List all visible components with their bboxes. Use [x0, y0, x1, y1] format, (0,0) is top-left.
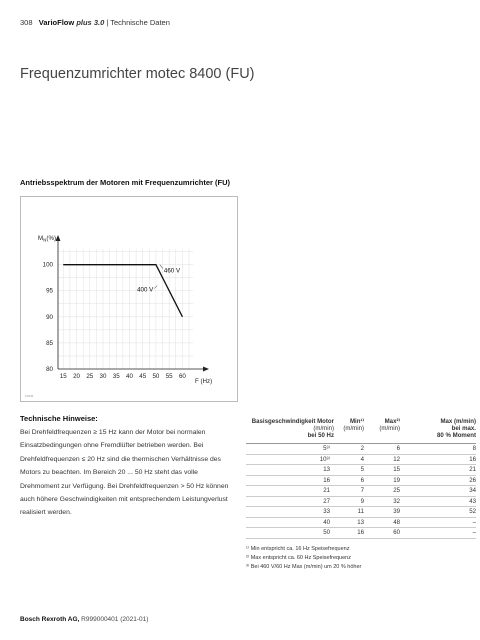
- table-cell: 34: [400, 486, 476, 497]
- brand-version: plus 3.0: [76, 18, 105, 27]
- table-cell: 39: [364, 507, 400, 518]
- table-row: [246, 486, 476, 497]
- table-cell: –: [400, 528, 476, 539]
- table-cell: 13: [246, 465, 334, 476]
- footer-company: Bosch Rexroth AG,: [20, 616, 80, 623]
- speed-table: [246, 418, 476, 539]
- annotation-400v: 400 V: [137, 286, 154, 294]
- y-axis-arrow: [56, 235, 61, 241]
- y-tick-label: 95: [46, 287, 53, 295]
- x-tick-label: 35: [112, 373, 120, 380]
- table-cell: 5: [334, 465, 364, 476]
- table-cell: 60: [364, 528, 400, 539]
- table-cell: 48: [364, 517, 400, 528]
- x-tick-label: 40: [126, 373, 133, 380]
- figure-code: 10545: [25, 394, 34, 398]
- x-tick-label: 60: [178, 373, 186, 380]
- table-cell: 27: [246, 496, 334, 507]
- table-cell: 32: [364, 496, 400, 507]
- table-cell: 52: [400, 507, 476, 518]
- table-cell: 8: [400, 444, 476, 455]
- table-cell: 21: [246, 486, 334, 497]
- table-cell: 15: [364, 465, 400, 476]
- x-tick-label: 15: [59, 373, 67, 380]
- header-base-speed: Basisgeschwindigkeit Motor (m/min) bei 50 Hz: [246, 418, 334, 444]
- table-cell: 33: [246, 507, 334, 518]
- brand-name: VarioFlow: [38, 18, 75, 27]
- notes-heading: Technische Hinweise:: [20, 414, 98, 423]
- x-axis-label: F (Hz): [195, 378, 213, 385]
- table-row: [246, 454, 476, 465]
- header-max: Max²⁾ (m/min): [364, 418, 400, 444]
- chart-frame: [20, 196, 238, 402]
- table-header-row: [246, 418, 476, 444]
- table-row: [246, 475, 476, 486]
- table-cell: –: [400, 517, 476, 528]
- table-row: [246, 496, 476, 507]
- footnote-3: ³⁾ Bei 460 V/60 Hz Max (m/min) um 20 % höher: [246, 564, 362, 570]
- annotation-460v: 460 V: [163, 267, 181, 275]
- x-tick-label: 55: [165, 373, 173, 380]
- x-tick-label: 30: [99, 373, 107, 380]
- table-cell: 19: [364, 475, 400, 486]
- footer-doc-number: R999000401 (2021-01): [81, 616, 149, 623]
- table-row: [246, 465, 476, 476]
- x-tick-label: 50: [152, 373, 160, 380]
- table-cell: 16: [246, 475, 334, 486]
- table-cell: 13: [334, 517, 364, 528]
- notes-text: Bei Drehfeldfrequenzen ≥ 15 Hz kann der Motor bei normalen Einsatzbedingungen ohne Fremdlüfter betrieben werden. Bei Drehfeldfrequenzen ≤ 20 Hz sind die thermischen Verhältnisse des Motors zu beachten. Im Bereich 20 ... 50 Hz steht das volle Drehmoment zur Verfügung. Bei Drehfeldfrequenzen > 50 Hz können auch höhere Geschwindigkeiten mit entsprechendem Leistungverlust realisiert werden.: [20, 429, 229, 517]
- header-max-80: Max (m/min) bei max. 80 % Moment: [400, 418, 476, 444]
- table-cell: 16: [400, 454, 476, 465]
- table-cell: 7: [334, 486, 364, 497]
- table-row: [246, 528, 476, 539]
- table-cell: 21: [400, 465, 476, 476]
- table-cell: 6: [364, 444, 400, 455]
- page-footer: [20, 616, 148, 623]
- page-number: 308: [20, 18, 33, 27]
- table-cell: 9: [334, 496, 364, 507]
- table-row: [246, 444, 476, 455]
- header-min: Min¹⁾ (m/min): [334, 418, 364, 444]
- torque-chart: [21, 197, 237, 401]
- table-cell: 26: [400, 475, 476, 486]
- x-tick-label: 20: [73, 373, 80, 380]
- table-cell: 6: [334, 475, 364, 486]
- table-cell: 43: [400, 496, 476, 507]
- table-cell: 11: [334, 507, 364, 518]
- x-axis-arrow: [203, 367, 209, 372]
- table-cell: 4: [334, 454, 364, 465]
- y-tick-label: 80: [46, 366, 53, 373]
- y-tick-label: 90: [46, 313, 53, 321]
- page-title: Frequenzumrichter motec 8400 (FU): [20, 66, 255, 82]
- table-cell: 16: [334, 528, 364, 539]
- section-name: Technische Daten: [110, 18, 170, 27]
- table-cell: 40: [246, 517, 334, 528]
- y-axis-label: $M_N(\%)$: [38, 235, 57, 243]
- table-cell: 50: [246, 528, 334, 539]
- table-cell: 5³⁾: [246, 444, 334, 455]
- table-cell: 25: [364, 486, 400, 497]
- table-cell: 12: [364, 454, 400, 465]
- table-cell: 10³⁾: [246, 454, 334, 465]
- footnote-1: ¹⁾ Min entspricht ca. 16 Hz Speisefrequenz: [246, 546, 350, 552]
- header-separator: |: [106, 18, 109, 27]
- y-tick-label: 100: [42, 261, 53, 269]
- x-tick-label: 45: [139, 373, 147, 380]
- table-row: [246, 507, 476, 518]
- page-header: [20, 18, 170, 27]
- footnote-2: ²⁾ Max entspricht ca. 60 Hz Speisefrequenz: [246, 555, 351, 561]
- table-cell: 2: [334, 444, 364, 455]
- table-row: [246, 517, 476, 528]
- y-tick-label: 85: [46, 339, 53, 347]
- x-tick-label: 25: [86, 373, 94, 380]
- chart-heading: Antriebsspektrum der Motoren mit Frequenzumrichter (FU): [20, 178, 231, 187]
